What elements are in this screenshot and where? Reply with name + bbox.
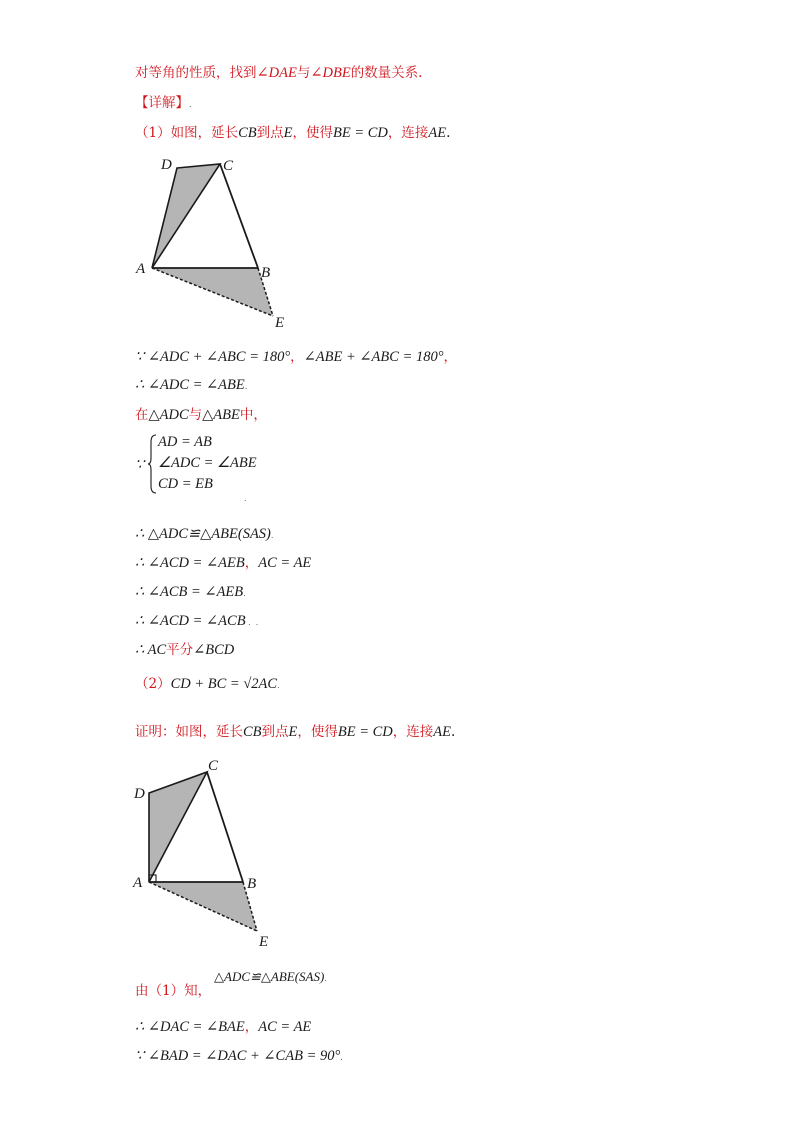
seg-cb-2: CB — [243, 724, 262, 740]
point-e: E — [283, 125, 293, 141]
angle-dae: ∠DAE — [256, 65, 297, 81]
sys-row-2: ∠ADC = ∠ABE — [158, 455, 257, 471]
step1-1-left: ∵ ∠ADC + ∠ABC = 180° — [135, 349, 291, 365]
step2-1-formula: △ADC≌△ABE(SAS). — [214, 969, 327, 984]
label-e-2: E — [259, 934, 269, 950]
sys-because — [135, 456, 144, 474]
step2-1-formula-text: △ADC≌△ABE(SAS) — [214, 969, 325, 984]
part2-label: （2） — [135, 676, 171, 692]
part1-label: （1）如图，延长 — [135, 125, 239, 141]
label-a: A — [136, 261, 146, 277]
sys-row-3: CD = EB — [158, 476, 213, 492]
step1-8-mid: 平分 — [166, 642, 194, 658]
step1-1-right: ∠ABE + ∠ABC = 180° — [303, 349, 444, 365]
point-e-2: E — [288, 724, 298, 740]
step1-5-right: AC = AE — [258, 555, 312, 571]
proof-label: 证明：如图，延长 — [135, 724, 243, 740]
part2-claim: （2）CD + BC = √2AC. — [135, 676, 280, 692]
sys-dot: . — [244, 494, 247, 503]
label-e: E — [275, 315, 285, 331]
step1-7-text: ∴ ∠ACD = ∠ACB — [135, 613, 246, 629]
sys-row-1: AD = AB — [158, 434, 212, 450]
connect-text: ，连接 — [387, 125, 429, 141]
step2-1 — [135, 982, 211, 1000]
step1-8-right: ∠BCD — [193, 642, 235, 658]
figure-1 — [130, 150, 300, 335]
part2-intro — [135, 723, 455, 741]
end-dot: . — [446, 125, 451, 141]
step1-6-text: ∴ ∠ACB = ∠AEB — [135, 584, 244, 600]
end-dot-2: . — [451, 724, 456, 740]
connect-text-2: ，连接 — [392, 724, 434, 740]
label-a-2: A — [133, 875, 143, 891]
step1-3-suffix: 中， — [239, 407, 267, 423]
tri-adc: △ADC — [148, 407, 189, 423]
make-text-2: ，使得 — [297, 724, 338, 740]
step2-2-sep: ， — [244, 1019, 259, 1035]
segment-cb — [220, 164, 258, 268]
hint-mid: 与 — [296, 65, 311, 81]
step1-5-sep: ， — [244, 555, 259, 571]
shaded-triangle-adc — [152, 164, 220, 268]
seg-cb: CB — [238, 125, 257, 141]
figure-2 — [130, 755, 290, 955]
seg-ae-2: AE — [433, 724, 452, 740]
tri-abe: △ABE — [202, 407, 240, 423]
to-point: 到点 — [256, 125, 284, 141]
hint-suffix: 的数量关系. — [350, 65, 423, 81]
label-b-2: B — [247, 876, 257, 892]
make-text: ，使得 — [292, 125, 333, 141]
shaded-triangle-adc-2 — [149, 772, 207, 882]
eq-be-cd-2: BE = CD — [337, 724, 393, 740]
to-point-2: 到点 — [261, 724, 289, 740]
step1-8 — [135, 641, 234, 659]
detail-heading: 【详解】. — [135, 95, 192, 111]
step2-2-right: AC = AE — [258, 1019, 312, 1035]
step1-1-end: ， — [443, 349, 458, 365]
step1-7: ∴ ∠ACD = ∠ACB . . — [135, 613, 259, 629]
label-d: D — [161, 157, 172, 173]
detail-heading-text: 【详解】 — [135, 95, 189, 111]
step1-5 — [135, 554, 311, 572]
step1-1 — [135, 348, 457, 366]
angle-dbe: ∠DBE — [310, 65, 351, 81]
part2-formula: CD + BC = √2AC — [170, 676, 278, 692]
label-b: B — [261, 265, 271, 281]
step1-6: ∴ ∠ACB = ∠AEB. — [135, 584, 246, 600]
step1-2-text: ∴ ∠ADC = ∠ABE — [135, 377, 245, 393]
step1-4: ∴ △ADC≌△ABE(SAS). — [135, 526, 274, 542]
segment-cb-2 — [207, 772, 243, 882]
hint-line — [135, 64, 422, 82]
step2-2-left: ∴ ∠DAC = ∠BAE — [135, 1019, 245, 1035]
step2-2 — [135, 1018, 311, 1036]
step1-5-left: ∴ ∠ACD = ∠AEB — [135, 555, 245, 571]
step1-8-left: ∴ AC — [135, 642, 167, 658]
step1-4-text: ∴ △ADC≌△ABE(SAS) — [135, 526, 271, 542]
equation-system — [148, 434, 258, 496]
label-d-2: D — [134, 786, 145, 802]
label-c: C — [223, 158, 234, 174]
part1-intro — [135, 124, 450, 142]
step2-1-prefix: 由（1）知， — [135, 983, 212, 999]
step1-3 — [135, 406, 267, 424]
seg-ae: AE — [428, 125, 447, 141]
because-symbol: ∵ — [135, 457, 145, 473]
left-brace — [148, 434, 158, 494]
step1-1-sep: ， — [290, 349, 304, 365]
step1-3-prefix: 在 — [135, 407, 149, 423]
label-c-2: C — [208, 758, 219, 774]
step1-2: ∴ ∠ADC = ∠ABE. — [135, 377, 248, 393]
hint-prefix: 对等角的性质，找到 — [135, 65, 257, 81]
step2-3-text: ∵ ∠BAD = ∠DAC + ∠CAB = 90° — [135, 1048, 341, 1064]
step1-3-mid: 与 — [188, 407, 203, 423]
step2-3: ∵ ∠BAD = ∠DAC + ∠CAB = 90°. — [135, 1048, 343, 1064]
eq-be-cd: BE = CD — [332, 125, 388, 141]
